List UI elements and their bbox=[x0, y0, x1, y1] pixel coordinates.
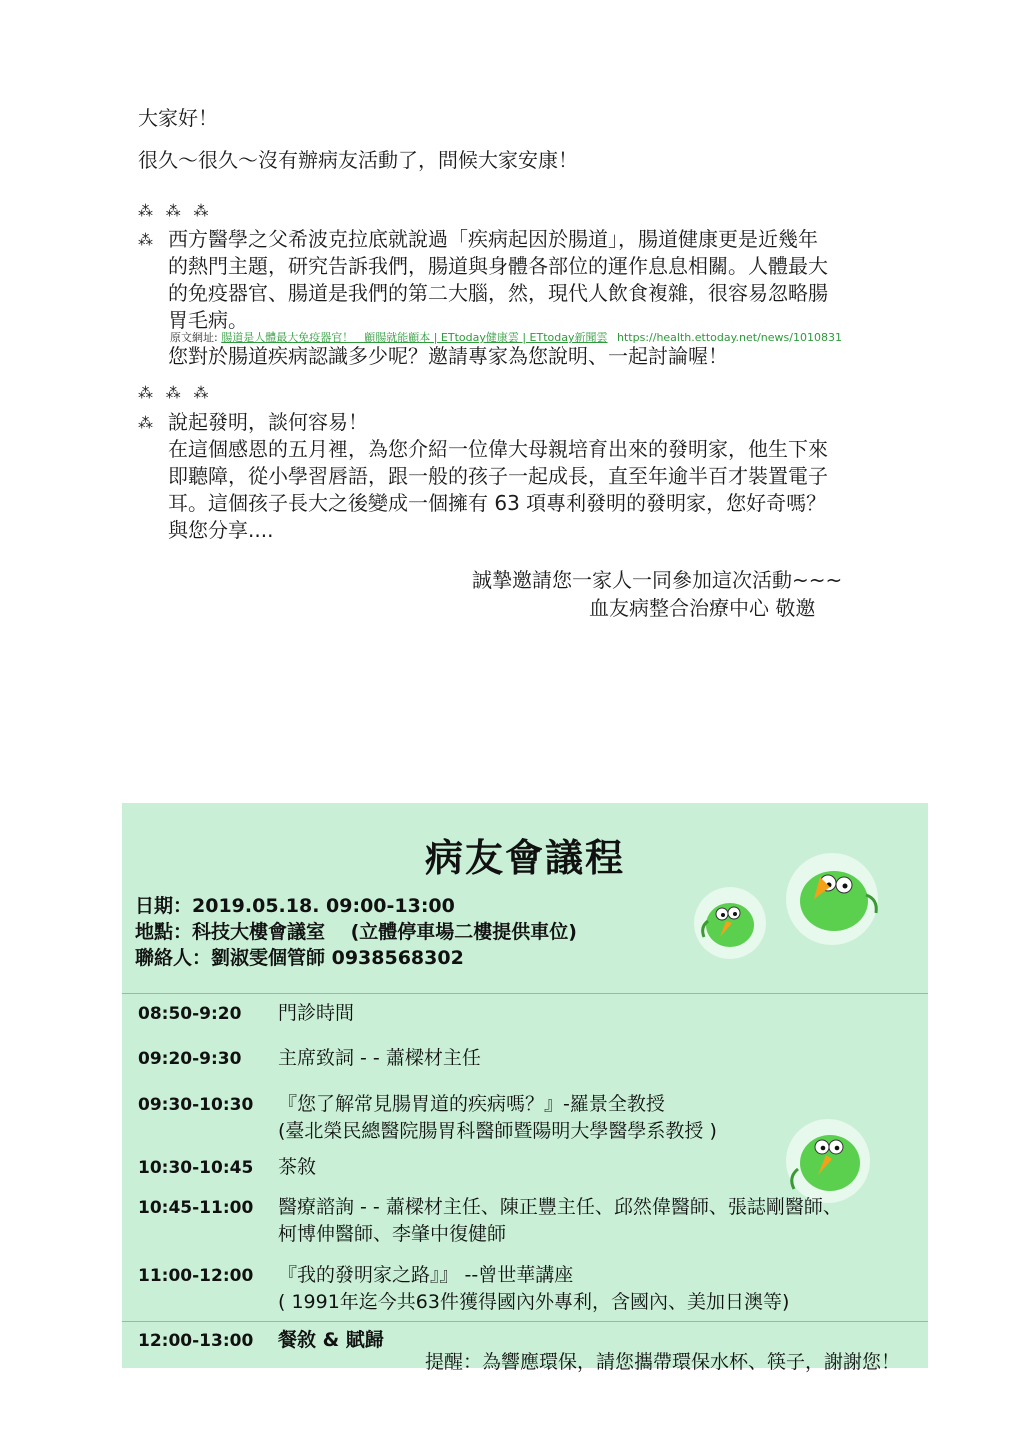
reminder-footer: 提醒：為響應環保，請您攜帶環保水杯、筷子，謝謝您！ bbox=[425, 1351, 901, 1373]
paragraph-gut-health bbox=[168, 226, 898, 334]
paragraph-head: 說起發明，談何容易！ bbox=[168, 410, 368, 434]
source-label: 原文網址: bbox=[170, 331, 218, 344]
bullet-1: ⁂ bbox=[138, 231, 157, 249]
agenda-item: 主席致詞 - - 蕭樑材主任 bbox=[278, 1047, 481, 1069]
paragraph-line: 的熱門主題，研究告訴我們，腸道與身體各部位的運作息息相關。人體最大 bbox=[168, 254, 828, 278]
agenda-time: 12:00-13:00 bbox=[138, 1331, 254, 1351]
invitation-line: 誠摯邀請您一家人一同參加這次活動~~~ bbox=[472, 568, 843, 592]
paragraph-line: 在這個感恩的五月裡，為您介紹一位偉大母親培育出來的發明家，他生下來 bbox=[168, 437, 828, 461]
agenda-divider bbox=[122, 1321, 928, 1322]
paragraph-invite-question bbox=[168, 343, 898, 370]
agenda-time: 10:30-10:45 bbox=[138, 1158, 254, 1178]
stars-divider-2: ⁂ ⁂ ⁂ bbox=[138, 384, 213, 402]
agenda-item-detail: (臺北榮民總醫院腸胃科醫師暨陽明大學醫學系教授 ) bbox=[278, 1120, 717, 1142]
agenda-divider bbox=[122, 993, 928, 994]
paragraph-line: 即聽障，從小學習唇語，跟一般的孩子一起成長，直至年逾半百才裝置電子 bbox=[168, 464, 828, 488]
agenda-time: 08:50-9:20 bbox=[138, 1004, 242, 1024]
agenda-item: 茶敘 bbox=[278, 1156, 317, 1178]
agenda-item: 門診時間 bbox=[278, 1002, 355, 1024]
paragraph-line: 的免疫器官、腸道是我們的第二大腦，然，現代人飲食複雜，很容易忽略腸 bbox=[168, 281, 828, 305]
agenda-time: 11:00-12:00 bbox=[138, 1266, 254, 1286]
agenda-time: 09:20-9:30 bbox=[138, 1049, 242, 1069]
agenda-title: 病友會議程 bbox=[424, 836, 625, 880]
agenda-place: 地點：科技大樓會議室 (立體停車場二樓提供車位) bbox=[135, 921, 577, 943]
paragraph-line: 西方醫學之父希波克拉底就說過「疾病起因於腸道」，腸道健康更是近幾年 bbox=[168, 227, 818, 251]
agenda-contact: 聯絡人：劉淑雯個管師 0938568302 bbox=[135, 947, 464, 969]
intro-line: 很久～很久～沒有辦病友活動了，問候大家安康！ bbox=[138, 148, 578, 172]
paragraph-line: 您對於腸道疾病認識多少呢？邀請專家為您說明、一起討論喔！ bbox=[168, 344, 728, 368]
agenda-item: 『您了解常見腸胃道的疾病嗎？』-羅景全教授 bbox=[278, 1093, 665, 1115]
agenda-item-detail: ( 1991年迄今共63件獲得國內外專利，含國內、美加日澳等) bbox=[278, 1291, 790, 1313]
agenda-card bbox=[122, 803, 928, 1368]
source-link[interactable]: 腸道是人體最大免疫器官！ 顧腸就能顧本 | ETtoday健康雲 | ETtoday新聞雲 bbox=[221, 331, 608, 344]
green-bird-icon bbox=[690, 881, 770, 961]
paragraph-line: 耳。這個孩子長大之後變成一個擁有 63 項專利發明的發明家，您好奇嗎？ bbox=[168, 491, 827, 515]
paragraph-line: 胃毛病。 bbox=[168, 308, 248, 332]
agenda-date: 日期：2019.05.18. 09:00-13:00 bbox=[135, 895, 455, 917]
stars-divider-1: ⁂ ⁂ ⁂ bbox=[138, 202, 213, 220]
agenda-item: 餐敘 & 賦歸 bbox=[278, 1329, 384, 1351]
agenda-time: 10:45-11:00 bbox=[138, 1198, 254, 1218]
agenda-time: 09:30-10:30 bbox=[138, 1095, 254, 1115]
source-url[interactable]: https://health.ettoday.net/news/1010831 bbox=[617, 331, 842, 344]
green-bird-icon bbox=[774, 1113, 884, 1205]
greeting: 大家好！ bbox=[138, 106, 218, 130]
paragraph-line: 與您分享.... bbox=[168, 518, 274, 542]
paragraph-invention bbox=[168, 409, 898, 544]
signature: 血友病整合治療中心 敬邀 bbox=[589, 596, 816, 620]
agenda-item-detail: 柯博伸醫師、李肇中復健師 bbox=[278, 1223, 507, 1245]
agenda-item: 『我的發明家之路』』 --曾世華講座 bbox=[278, 1264, 574, 1286]
bullet-2: ⁂ bbox=[138, 414, 157, 432]
green-bird-icon bbox=[774, 847, 892, 947]
agenda-item: 醫療諮詢 - - 蕭樑材主任、陳正豐主任、邱然偉醫師、張誌剛醫師、 bbox=[278, 1196, 842, 1218]
